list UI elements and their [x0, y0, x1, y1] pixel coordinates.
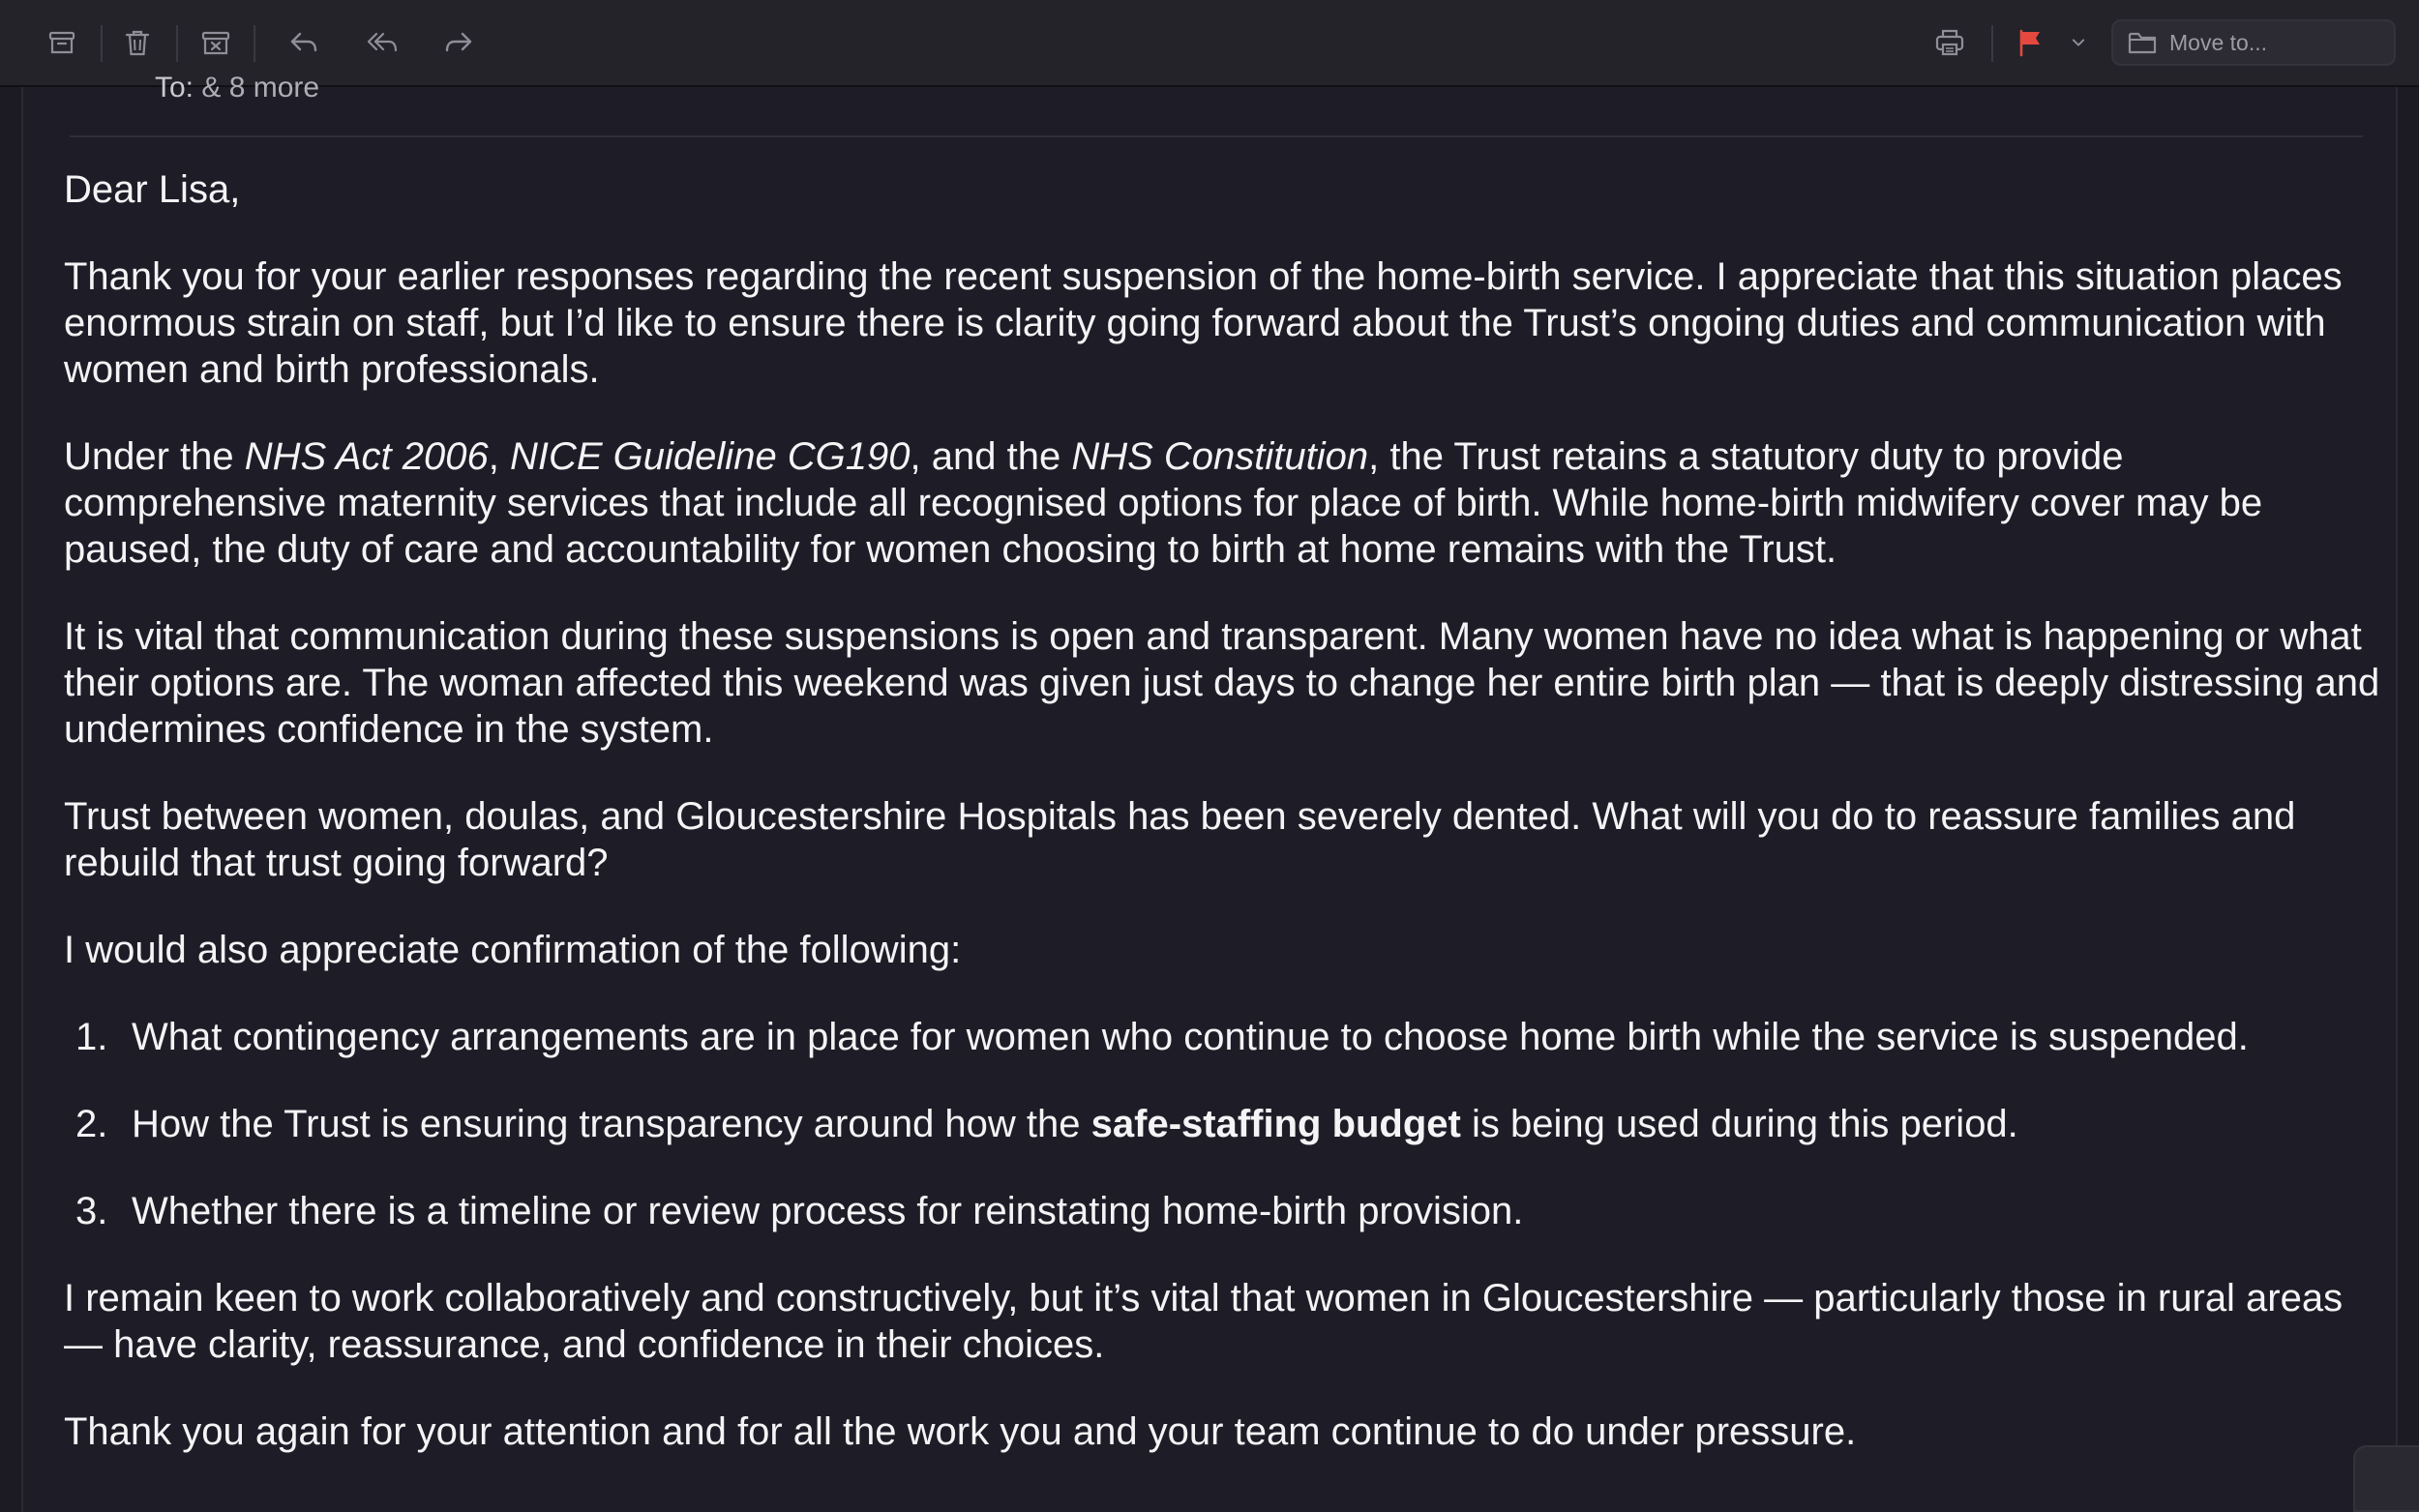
archive-icon	[45, 26, 78, 59]
header-divider	[70, 135, 2363, 137]
paragraph-1: Thank you for your earlier responses regarding the recent suspension of the home-birth service. I appreciate that this situation places enormous strain on staff, but I’d like to ensure there is clarity going forward about the Trust’s ongoing duties and communication with women and birth professionals.	[64, 255, 2343, 391]
list-item	[64, 1101, 2386, 1147]
flag-button[interactable]	[2008, 20, 2052, 65]
chevron-down-icon	[2068, 32, 2089, 53]
paragraph-5: I would also appreciate confirmation of the following:	[64, 929, 962, 971]
reply-button[interactable]	[282, 20, 326, 65]
move-to-label: Move to...	[2169, 29, 2267, 55]
folder-icon	[2127, 27, 2158, 58]
list-item-text: How the Trust is ensuring transparency around how the safe-staffing budget is being used during this period.	[132, 1103, 2018, 1145]
paragraph-3: It is vital that communication during these suspensions is open and transparent. Many women have no idea what is happening or what their options are. The woman affected this weekend was given just days to change her entire birth plan — that is deeply distressing and undermines confidence in the system.	[64, 615, 2380, 751]
trash-button[interactable]	[115, 20, 160, 65]
reference-nice-guideline: NICE Guideline CG190	[510, 435, 911, 478]
recipients-line[interactable]	[155, 74, 319, 103]
junk-icon	[199, 26, 232, 59]
forward-icon	[442, 26, 475, 59]
list-item	[64, 1188, 2386, 1234]
message-toolbar	[0, 0, 2419, 87]
message-body	[64, 166, 2386, 1496]
reference-nhs-act: NHS Act 2006	[244, 435, 489, 478]
list-item-text: What contingency arrangements are in place for women who continue to choose home birth while the service is suspended.	[132, 1016, 2249, 1058]
numbered-list	[64, 1014, 2386, 1234]
toolbar-separator	[254, 25, 255, 62]
paragraph-2: Under the NHS Act 2006, NICE Guideline CG190, and the NHS Constitution, the Trust retains a statutory duty to provide comprehensive maternity services that include all recognised options for place of birth. While home-birth midwifery cover may be paused, the duty of care and accountability for women choosing to birth at home remains with the Trust.	[64, 435, 2263, 571]
paragraph-6: I remain keen to work collaboratively and constructively, but it’s vital that women in Gloucestershire — particularly those in rural areas — have clarity, reassurance, and confidence in their choices.	[64, 1277, 2344, 1366]
reply-icon	[287, 26, 320, 59]
junk-button[interactable]	[194, 20, 238, 65]
flag-menu-button[interactable]	[2062, 20, 2095, 65]
toolbar-separator	[101, 25, 103, 62]
paragraph-4: Trust between women, doulas, and Gloucestershire Hospitals has been severely dented. What will you do to reassure families and rebuild that trust going forward?	[64, 795, 2296, 884]
message-viewer	[21, 72, 2398, 1512]
bold-phrase: safe-staffing budget	[1090, 1103, 1461, 1145]
list-number: 1.	[75, 1016, 108, 1058]
move-to-dropdown[interactable]	[2111, 19, 2396, 66]
greeting: Dear Lisa,	[64, 168, 241, 211]
reply-all-icon	[366, 26, 399, 59]
reply-all-button[interactable]	[360, 20, 404, 65]
trash-icon	[121, 26, 154, 59]
to-label: To:	[155, 72, 194, 104]
forward-button[interactable]	[436, 20, 481, 65]
reference-nhs-constitution: NHS Constitution	[1071, 435, 1369, 478]
print-button[interactable]	[1927, 20, 1972, 65]
recipients-more[interactable]: & 8 more	[201, 72, 320, 104]
list-item-text: Whether there is a timeline or review process for reinstating home-birth provision.	[132, 1190, 1524, 1232]
corner-handle[interactable]	[2353, 1445, 2419, 1512]
toolbar-separator	[1991, 25, 1993, 62]
list-item	[64, 1014, 2386, 1060]
toolbar-separator	[176, 25, 178, 62]
print-icon	[1933, 26, 1966, 59]
flag-icon	[2014, 26, 2046, 59]
archive-button[interactable]	[40, 20, 84, 65]
list-number: 3.	[75, 1190, 108, 1232]
list-number: 2.	[75, 1103, 108, 1145]
paragraph-7: Thank you again for your attention and for all the work you and your team continue to do under pressure.	[64, 1410, 1857, 1453]
